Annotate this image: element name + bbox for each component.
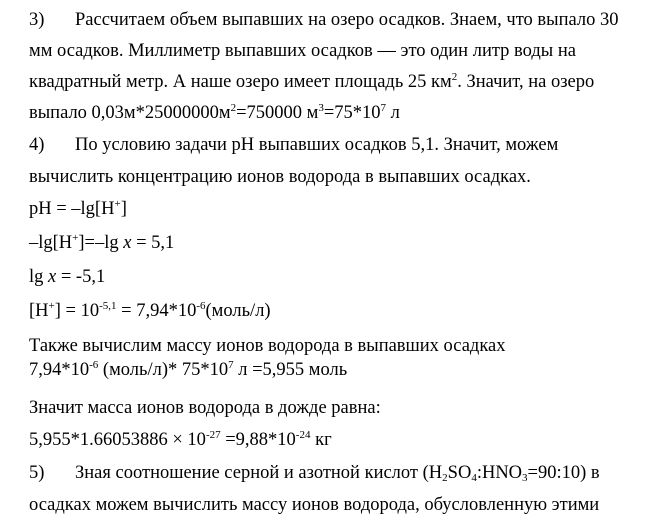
superscript: -5,1 <box>99 300 117 312</box>
text-run: Также вычислим массу ионов водорода в выпавших осадках <box>29 336 506 356</box>
text-run: кг <box>310 430 332 450</box>
paragraph-4-line-2 <box>29 166 531 188</box>
superscript: 2 <box>451 71 458 83</box>
superscript: 2 <box>230 102 237 114</box>
text-run: ]=–lg <box>78 233 124 253</box>
formula-ph <box>29 198 127 220</box>
text-run: Зная соотношение серной и азотной кислот (H <box>75 463 443 483</box>
superscript: + <box>114 198 121 210</box>
text-run: вычислить концентрацию ионов водорода в выпавших осадках. <box>29 167 531 187</box>
text-run: :HNO <box>476 463 523 483</box>
superscript: 3 <box>318 102 324 114</box>
superscript: -24 <box>295 429 311 441</box>
subscript: 4 <box>471 472 477 484</box>
text-mass-conclusion <box>29 397 381 419</box>
text-run: осадках можем вычислить массу ионов водорода, обусловленную этими <box>29 495 600 515</box>
text-run: ] <box>120 199 127 219</box>
text-run: pH = –lg[H <box>29 199 115 219</box>
variable-x: x <box>48 267 57 287</box>
paragraph-5-line-1 <box>29 462 600 484</box>
list-number: 4) <box>29 135 45 155</box>
paragraph-3-line-3 <box>29 71 594 93</box>
superscript: 7 <box>380 102 387 114</box>
text-run: = -5,1 <box>56 267 106 287</box>
superscript: -6 <box>196 300 206 312</box>
text-run: =750000 м <box>236 103 319 123</box>
formula-mass <box>29 429 332 451</box>
list-number: 3) <box>29 10 45 30</box>
superscript: + <box>72 232 79 244</box>
paragraph-3-line-1 <box>29 9 618 31</box>
text-run: (моль/л)* 75*10 <box>98 360 229 380</box>
paragraph-3-line-4 <box>29 102 400 124</box>
text-run: Значит масса ионов водорода в дожде равна: <box>29 398 381 418</box>
text-run: = 7,94*10 <box>116 301 197 321</box>
formula-h-concentration <box>29 300 271 322</box>
superscript: + <box>48 300 55 312</box>
text-run: л =5,955 моль <box>233 360 348 380</box>
list-number: 5) <box>29 463 45 483</box>
text-mass-intro <box>29 335 506 357</box>
superscript: 7 <box>228 359 234 371</box>
subscript: 2 <box>442 472 448 484</box>
variable-x: x <box>123 233 132 253</box>
subscript: 3 <box>522 472 528 484</box>
text-run: = 5,1 <box>131 233 175 253</box>
text-run: Рассчитаем объем выпавших на озеро осадков. Знаем, что выпало 30 <box>75 10 619 30</box>
text-run: =75*10 <box>323 103 381 123</box>
text-run: (моль/л) <box>205 301 271 321</box>
superscript: -6 <box>89 359 99 371</box>
text-run: . Значит, на озеро <box>457 72 595 92</box>
text-run: –lg[H <box>29 233 73 253</box>
text-run: мм осадков. Миллиметр выпавших осадков — это один литр воды на <box>29 41 576 61</box>
text-run: квадратный метр. А наше озеро имеет площадь 25 км <box>29 72 452 92</box>
text-run: =9,88*10 <box>220 430 296 450</box>
superscript: -27 <box>205 429 221 441</box>
text-run: =90:10) в <box>527 463 600 483</box>
text-run: л <box>386 103 400 123</box>
formula-mol <box>29 359 347 381</box>
paragraph-3-line-2 <box>29 40 576 62</box>
text-run: ] = 10 <box>54 301 100 321</box>
text-run: SO <box>447 463 472 483</box>
text-run: 5,955*1.66053886 × 10 <box>29 430 206 450</box>
paragraph-4-line-1 <box>29 134 558 156</box>
text-run: lg <box>29 267 49 287</box>
formula-lg-x <box>29 266 105 288</box>
text-run: По условию задачи pH выпавших осадков 5,1. Значит, можем <box>75 135 559 155</box>
text-run: [H <box>29 301 49 321</box>
formula-lg-h <box>29 232 174 254</box>
text-run: 7,94*10 <box>29 360 90 380</box>
text-run: выпало 0,03м*25000000м <box>29 103 231 123</box>
paragraph-5-line-2 <box>29 494 599 516</box>
